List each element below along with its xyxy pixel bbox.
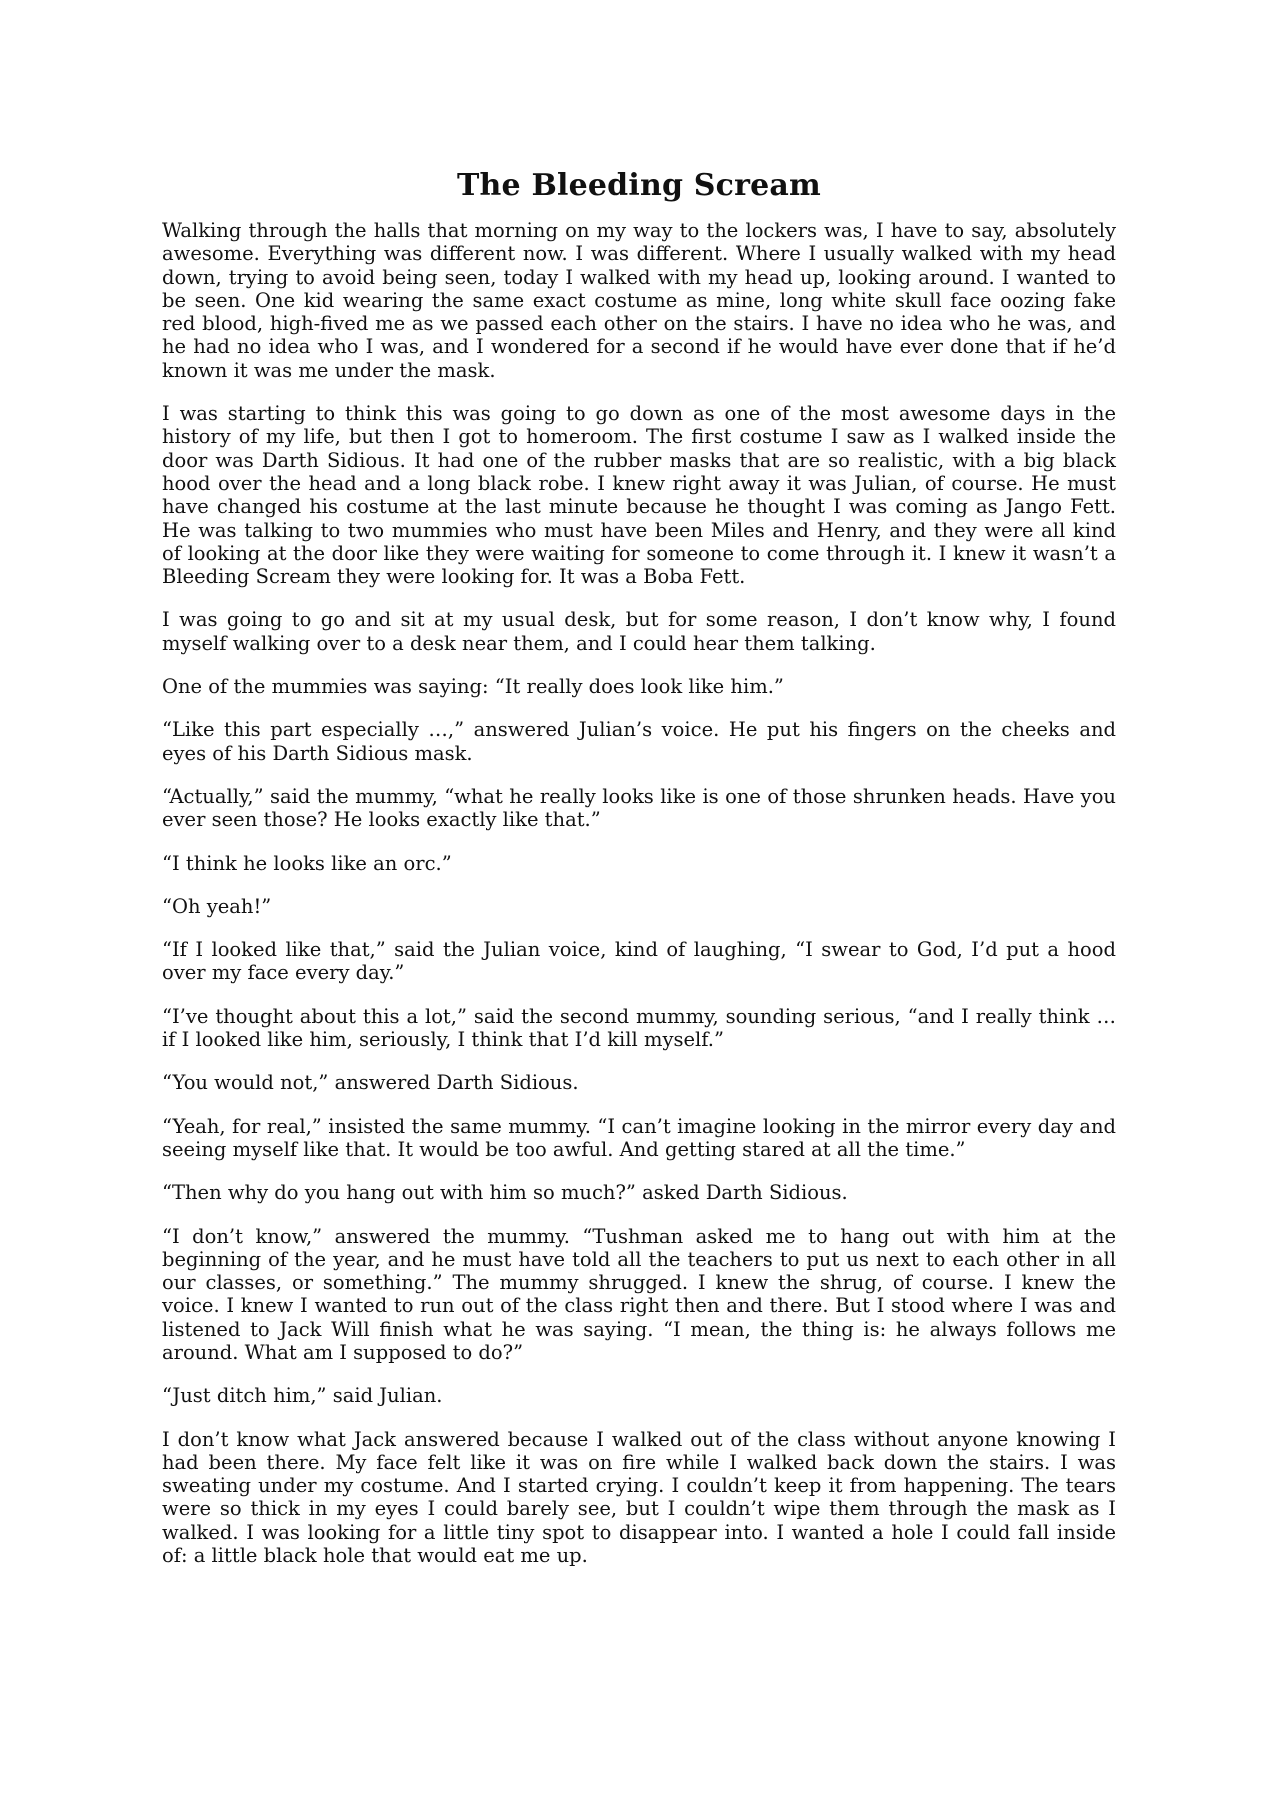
paragraph: “You would not,” answered Darth Sidious. [162,1071,579,1095]
paragraph: “Oh yeah!” [162,894,272,918]
paragraph: “I don’t know,” answered the mummy. “Tushman asked me to hang out with him at the beginning of the year, and he must have told all the teachers to put us next to each other in all our classes, or something.” The mummy shrugged. I knew the shrug, of course. I knew the voice. I knew I wanted to run out of the class right then and there. But I stood where I was and listened to Jack Will finish what he was saying. “I mean, the thing is: he always follows me around. What am I supposed to do?” [162,1224,1116,1364]
paragraph: “Actually,” said the mummy, “what he really looks like is one of those shrunken heads. Have you ever seen those? He looks exactly like that.” [162,784,1116,832]
document-title: The Bleeding Scream [456,168,821,203]
paragraph: I was starting to think this was going to go down as one of the most awesome days in the history of my life, but then I got to homeroom. The first costume I saw as I walked inside the door was Darth Sidious. It had one of the rubber masks that are so realistic, with a big black hood over the head and a long black robe. I knew right away it was Julian, of course. He must have changed his costume at the last minute because he thought I was coming as Jango Fett. He was talking to two mummies who must have been Miles and Henry, and they were all kind of looking at the door like they were waiting for someone to come through it. I knew it wasn’t a Bleeding Scream they were looking for. It was a Boba Fett. [162,402,1116,589]
paragraph: One of the mummies was saying: “It really does look like him.” [162,675,784,699]
paragraph: “I think he looks like an orc.” [162,851,452,875]
paragraph: I don’t know what Jack answered because I walked out of the class without anyone knowing I had been there. My face felt like it was on fire while I walked back down the stairs. I was sweating under my costume. And I started crying. I couldn’t keep it from happening. The tears were so thick in my eyes I could barely see, but I couldn’t wipe them through the mask as I walked. I was looking for a little tiny spot to disappear into. I wanted a hole I could fall inside of: a little black hole that would eat me up. [162,1427,1116,1568]
paragraph: “Just ditch him,” said Julian. [162,1384,443,1408]
paragraph: “Like this part especially …,” answered Julian’s voice. He put his fingers on the cheeks and eyes of his Darth Sidious mask. [162,718,1116,765]
paragraph: I was going to go and sit at my usual desk, but for some reason, I don’t know why, I found myself walking over to a desk near them, and I could hear them talking. [162,608,1116,655]
document-page [162,166,1116,1587]
paragraph: Walking through the halls that morning on my way to the lockers was, I have to say, absolutely awesome. Everything was different now. I was different. Where I usually walked with my head down, trying to avoid being seen, today I walked with my head up, looking around. I wanted to be seen. One kid wearing the same exact costume as mine, long white skull face oozing fake red blood, high-fived me as we passed each other on the stairs. I have no idea who he was, and he had no idea who I was, and I wondered for a second if he would have ever done that if he’d known it was me under the mask. [162,219,1116,382]
paragraph: “If I looked like that,” said the Julian voice, kind of laughing, “I swear to God, I’d put a hood over my face every day.” [162,938,1116,985]
document-body [162,219,1116,1567]
paragraph: “Then why do you hang out with him so much?” asked Darth Sidious. [162,1181,848,1205]
paragraph: “I’ve thought about this a lot,” said the second mummy, sounding serious, “and I really think … if I looked like him, seriously, I think that I’d kill myself.” [162,1004,1116,1052]
paragraph: “Yeah, for real,” insisted the same mummy. “I can’t imagine looking in the mirror every day and seeing myself like that. It would be too awful. And getting stared at all the time.” [162,1114,1116,1161]
